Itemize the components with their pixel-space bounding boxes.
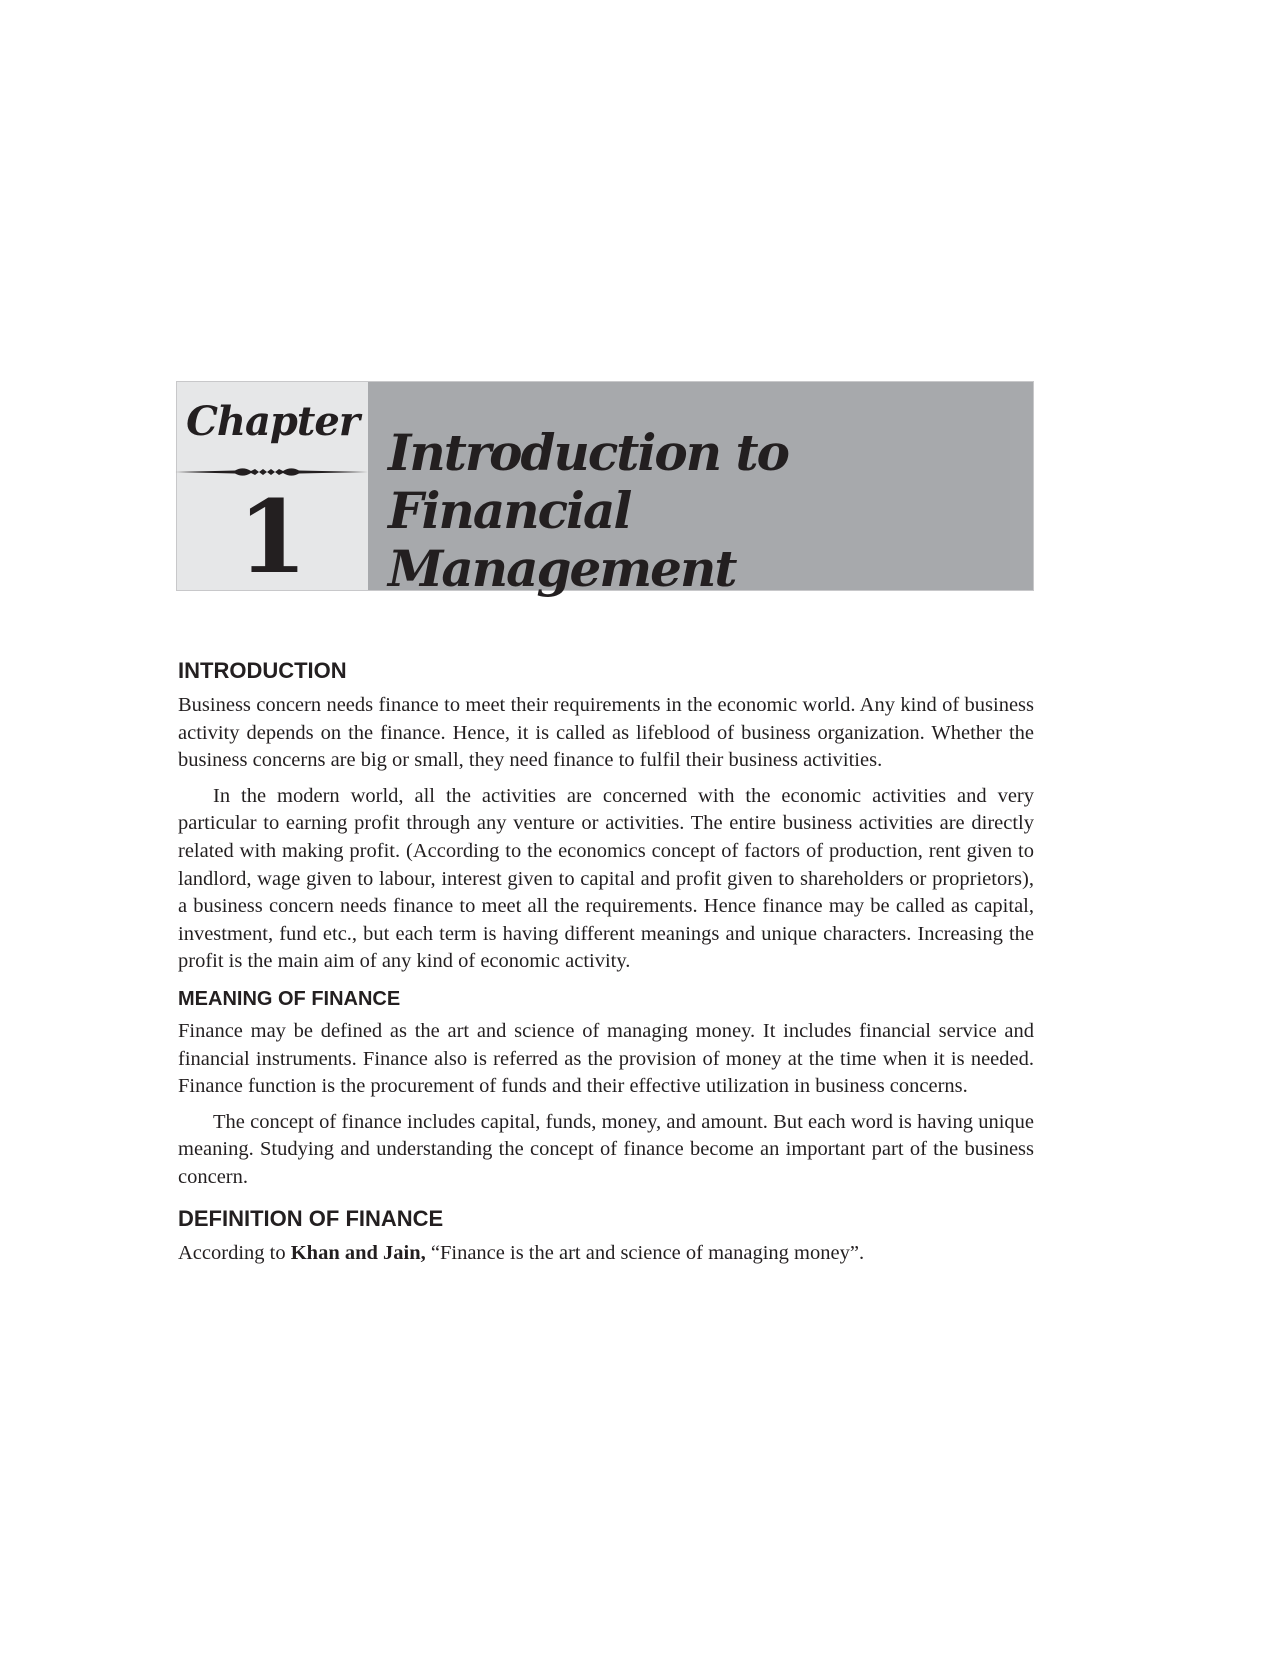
chapter-number: 1: [237, 478, 308, 596]
section-heading: DEFINITION OF FINANCE: [178, 1205, 444, 1231]
paragraph: Business concern needs finance to meet their requirements in the economic world. Any kind of business activity depends on the finance. Hence, it is called as lifeblood of business organization. Whether the business concerns are big or small, they need finance to fulfil their business activities.: [178, 694, 1034, 772]
chapter-label: Chapter: [186, 398, 359, 445]
definition-quote: “Finance is the art and science of managing money”.: [425, 1241, 865, 1264]
chapter-title-line: Introduction to Financial: [388, 423, 788, 540]
chapter-number-panel: [177, 382, 368, 596]
chapter-header: [176, 381, 1034, 598]
chapter-title-panel: [368, 382, 1033, 598]
paragraph: In the modern world, all the activities are concerned with the economic activities and very particular to earning profit through any venture or activities. The entire business activities are directly related with making profit. (According to the economics concept of factors of production, rent given to landlord, wage given to labour, interest given to capital and profit given to shareholders or proprietors), a business concern needs finance to meet all the requirements. Hence finance may be called as capital, investment, fund etc., but each term is having different meanings and unique characters. Increasing the profit is the main aim of any kind of economic activity.: [178, 784, 1034, 973]
chapter-title: [388, 424, 1033, 598]
definition-prefix: According to: [178, 1241, 291, 1264]
chapter-title-line: Management: [388, 539, 736, 598]
definition-paragraph: [178, 1240, 1034, 1268]
section-heading: INTRODUCTION: [178, 658, 347, 683]
paragraph: The concept of finance includes capital, funds, money, and amount. But each word is having unique meaning. Studying and understanding the concept of finance become an important part of the business concern.: [178, 1110, 1034, 1188]
section-heading: MEANING OF FINANCE: [178, 987, 401, 1010]
paragraph: Finance may be defined as the art and science of managing money. It includes financial service and financial instruments. Finance also is referred as the provision of money at the time when it is needed. Finance function is the procurement of funds and their effective utilization in business concerns.: [178, 1019, 1034, 1098]
definition-author: Khan and Jain,: [290, 1241, 426, 1264]
chapter-body: [178, 656, 1034, 1275]
